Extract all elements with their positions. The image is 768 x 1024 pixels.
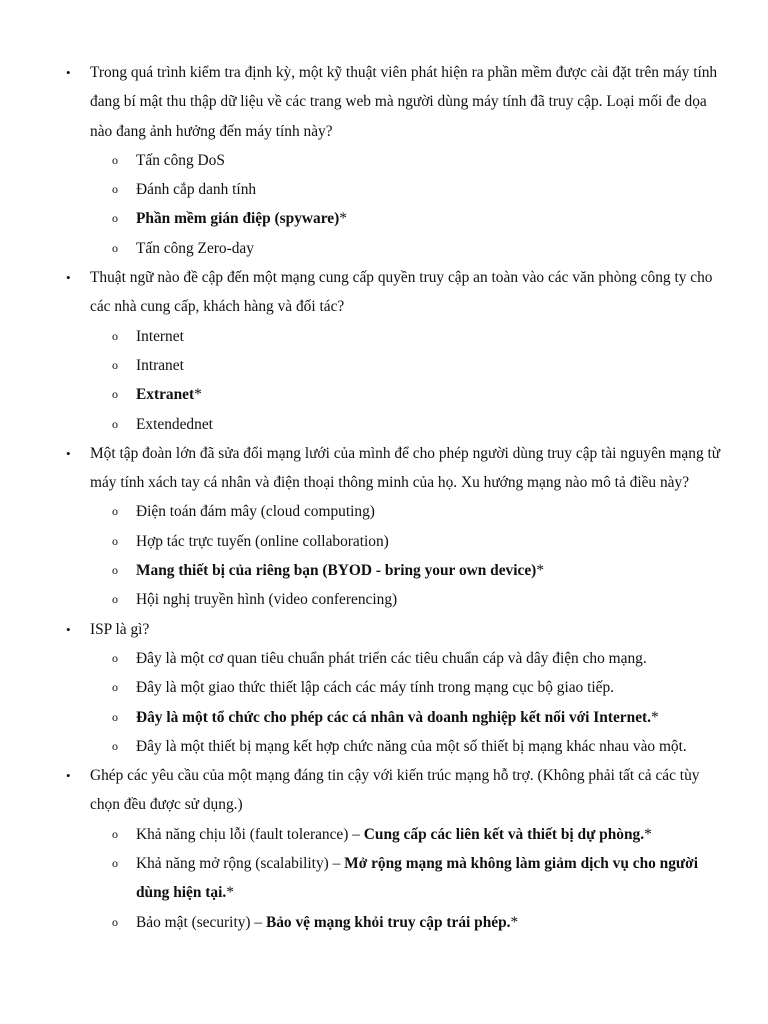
option-text: Hợp tác trực tuyến (online collaboration) — [136, 532, 389, 550]
correct-option-item — [90, 204, 728, 233]
option-requirement: Khả năng mở rộng (scalability) – — [136, 855, 345, 873]
bullet-circle-icon: o — [112, 533, 118, 548]
bullet-dot-icon: • — [66, 65, 71, 80]
correct-answer-text: Mang thiết bị của riêng bạn (BYOD - bring your own device) — [136, 562, 537, 580]
answer-mark: * — [510, 913, 519, 931]
bullet-dot-icon: • — [66, 621, 71, 637]
correct-answer-text: Mở rộng mạng mà không làm giảm dịch vụ cho người dùng hiện tại. — [136, 855, 698, 902]
bullet-circle-icon: o — [112, 856, 118, 871]
bullet-circle-icon: o — [112, 504, 118, 519]
bullet-circle-icon: o — [112, 592, 118, 607]
bullet-circle-icon: o — [112, 914, 118, 929]
question-text: ISP là gì? — [90, 620, 150, 638]
option-item — [90, 175, 728, 204]
option-list — [90, 820, 728, 937]
correct-answer-text: Bảo vệ mạng khỏi truy cập trái phép. — [265, 913, 511, 931]
option-text: Tấn công Zero-day — [136, 239, 254, 257]
option-list — [90, 322, 728, 439]
option-text: Intranet — [136, 356, 184, 374]
answer-mark: * — [651, 708, 659, 726]
option-text: Internet — [136, 327, 184, 345]
option-item — [90, 497, 728, 526]
correct-option-item — [90, 380, 728, 409]
bullet-dot-icon: • — [66, 768, 71, 784]
question-text: Thuật ngữ nào đề cập đến một mạng cung cấp quyền truy cập an toàn vào các văn phòng công ty cho các nhà cung cấp, khách hàng và đối tác? — [90, 269, 713, 316]
question-item — [0, 615, 768, 761]
bullet-circle-icon: o — [112, 182, 118, 197]
option-item — [90, 351, 728, 380]
option-text: Đây là một cơ quan tiêu chuẩn phát triển các tiêu chuẩn cáp và dây điện cho mạng. — [136, 649, 647, 667]
correct-option-item — [90, 556, 728, 585]
answer-mark: * — [536, 562, 545, 580]
bullet-circle-icon: o — [112, 680, 118, 695]
answer-mark: * — [644, 825, 652, 843]
bullet-circle-icon: o — [112, 563, 118, 578]
bullet-circle-icon: o — [112, 211, 118, 226]
question-item — [0, 761, 768, 937]
answer-mark: * — [339, 210, 347, 228]
question-text: Ghép các yêu cầu của một mạng đáng tin cậy với kiến trúc mạng hỗ trợ. (Không phải tất cả các tùy chọn đều được sử dụng.) — [90, 767, 700, 814]
question-text: Trong quá trình kiểm tra định kỳ, một kỹ thuật viên phát hiện ra phần mềm được cài đặt trên máy tính đang bí mật thu thập dữ liệu về các trang web mà người dùng máy tính đã truy cập. Loại mối đe dọa nào đang ảnh hưởng đến máy tính này? — [90, 64, 718, 140]
option-text: Đây là một thiết bị mạng kết hợp chức năng của một số thiết bị mạng khác nhau vào một. — [136, 737, 687, 755]
option-text: Tấn công DoS — [136, 151, 225, 169]
option-item — [90, 732, 728, 761]
bullet-dot-icon: • — [66, 445, 71, 461]
bullet-circle-icon: o — [112, 357, 118, 372]
option-list — [90, 497, 728, 614]
option-item — [90, 527, 728, 556]
answer-mark: * — [194, 386, 202, 404]
option-item — [90, 585, 728, 614]
option-text: Extendednet — [136, 415, 213, 433]
option-requirement: Khả năng chịu lỗi (fault tolerance) – — [136, 825, 364, 843]
bullet-circle-icon: o — [112, 240, 118, 255]
option-list — [90, 644, 728, 761]
option-text: Điện toán đám mây (cloud computing) — [136, 503, 375, 521]
correct-option-item — [90, 703, 728, 732]
option-item — [90, 644, 728, 673]
bullet-circle-icon: o — [112, 650, 118, 665]
option-item — [90, 322, 728, 351]
option-item — [90, 146, 728, 175]
bullet-circle-icon: o — [112, 152, 118, 167]
option-text: Đây là một giao thức thiết lập cách các máy tính trong mạng cục bộ giao tiếp. — [136, 679, 615, 697]
bullet-circle-icon: o — [112, 416, 118, 431]
match-option-item — [90, 908, 728, 937]
bullet-circle-icon: o — [112, 738, 118, 753]
question-text: Một tập đoàn lớn đã sửa đổi mạng lưới của mình để cho phép người dùng truy cập tài nguyên mạng từ máy tính xách tay cá nhân và điện thoại thông minh của họ. Xu hướng mạng nào mô tả điều này? — [90, 444, 721, 492]
option-item — [90, 234, 728, 263]
bullet-circle-icon: o — [112, 328, 118, 343]
option-text: Hội nghị truyền hình (video conferencing) — [136, 591, 398, 609]
question-item — [0, 58, 768, 263]
option-text: Đánh cắp danh tính — [136, 181, 257, 199]
correct-answer-text: Cung cấp các liên kết và thiết bị dự phòng. — [363, 825, 645, 843]
option-item — [90, 410, 728, 439]
bullet-dot-icon: • — [66, 270, 71, 286]
option-item — [90, 673, 728, 702]
correct-answer-text: Đây là một tổ chức cho phép các cá nhân và doanh nghiệp kết nối với Internet. — [136, 708, 651, 726]
question-list — [0, 58, 768, 937]
bullet-circle-icon: o — [112, 826, 118, 841]
answer-mark: * — [226, 884, 234, 902]
question-item — [0, 263, 768, 439]
bullet-circle-icon: o — [112, 709, 118, 724]
correct-answer-text: Extranet — [136, 386, 195, 404]
match-option-item — [90, 849, 728, 908]
bullet-circle-icon: o — [112, 387, 118, 402]
match-option-item — [90, 820, 728, 849]
question-item — [0, 439, 768, 615]
option-requirement: Bảo mật (security) – — [136, 913, 266, 931]
correct-answer-text: Phần mềm gián điệp (spyware) — [136, 210, 340, 228]
option-list — [90, 146, 728, 263]
